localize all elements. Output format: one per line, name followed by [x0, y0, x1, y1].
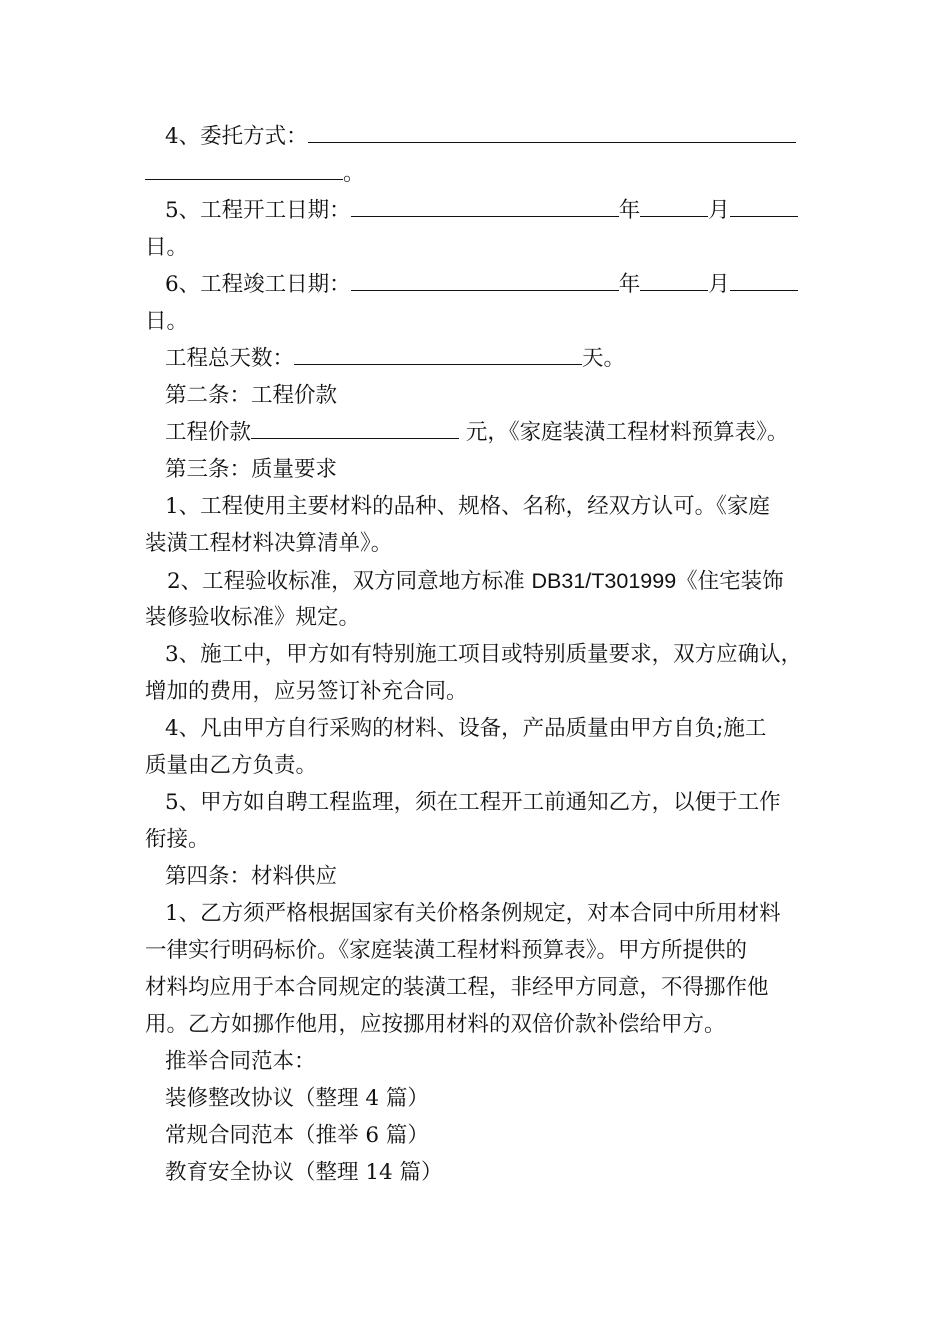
blank-field [145, 159, 343, 180]
blank-field [640, 196, 708, 217]
article-4-paragraph-1-cont: 一律实行明码标价。《家庭装潢工程材料预算表》。甲方所提供的 [145, 938, 748, 963]
total-days-label: 工程总天数： [165, 346, 295, 371]
item-5-continuation: 日。 [145, 235, 189, 260]
blank-field [251, 418, 459, 439]
article-3-paragraph-4-cont: 质量由乙方负责。 [145, 753, 318, 778]
article-4-paragraph-1: 1、乙方须严格根据国家有关价格条例规定，对本合同中所用材料 [165, 901, 781, 926]
price-line: 工程价款 元，《家庭装潢工程材料预算表》。 [165, 420, 789, 445]
item-5-line: 5、工程开工日期： 年 月 [165, 196, 798, 226]
article-4-paragraph-1-cont: 用。乙方如挪作他用，应按挪用材料的双倍价款补偿给甲方。 [145, 1012, 726, 1037]
blank-field [294, 344, 582, 365]
item-5-label: 5、工程开工日期： [165, 198, 351, 223]
blank-field [640, 270, 708, 291]
article-3-heading: 第三条：质量要求 [165, 457, 338, 482]
article-3-paragraph-3-cont: 增加的费用，应另签订补充合同。 [145, 679, 468, 704]
blank-field [730, 270, 798, 291]
article-2-heading: 第二条：工程价款 [165, 383, 338, 408]
article-4-heading: 第四条：材料供应 [165, 864, 338, 889]
item-6-continuation: 日。 [145, 309, 189, 334]
recommend-link-2[interactable]: 常规合同范本（推举 6 篇） [165, 1123, 429, 1148]
recommend-heading: 推举合同范本： [165, 1049, 316, 1074]
item-6-line: 6、工程竣工日期： 年 月 [165, 270, 798, 300]
recommend-link-3[interactable]: 教育安全协议（整理 14 篇） [165, 1160, 443, 1185]
blank-field [351, 270, 619, 291]
article-3-paragraph-1: 1、工程使用主要材料的品种、规格、名称，经双方认可。《家庭 [165, 494, 770, 519]
item-4-label: 4、委托方式： [165, 124, 308, 149]
article-3-paragraph-1-cont: 装潢工程材料决算清单》。 [145, 531, 393, 556]
item-6-label: 6、工程竣工日期： [165, 272, 351, 297]
article-3-paragraph-2-cont: 装修验收标准》规定。 [145, 605, 361, 630]
blank-field [351, 196, 619, 217]
total-days-line: 工程总天数： 天。 [165, 346, 626, 371]
standard-code: DB31/T301999 [531, 569, 677, 593]
item-4-line [165, 122, 796, 152]
article-3-paragraph-2: 2、工程验收标准，双方同意地方标准 DB31/T301999《住宅装饰 [167, 569, 784, 594]
blank-field [730, 196, 798, 217]
article-3-paragraph-5: 5、甲方如自聘工程监理，须在工程开工前通知乙方，以便于工作 [165, 790, 781, 815]
recommend-link-1[interactable]: 装修整改协议（整理 4 篇） [165, 1086, 429, 1111]
item-4-continuation: 。 [145, 159, 365, 189]
article-3-paragraph-4: 4、凡由甲方自行采购的材料、设备，产品质量由甲方自负;施工 [165, 716, 767, 741]
blank-field [308, 122, 796, 143]
article-3-paragraph-3: 3、施工中，甲方如有特别施工项目或特别质量要求，双方应确认， [165, 642, 803, 667]
article-3-paragraph-5-cont: 衔接。 [145, 827, 210, 852]
article-4-paragraph-1-cont: 材料均应用于本合同规定的装潢工程，非经甲方同意，不得挪作他 [145, 975, 769, 1000]
